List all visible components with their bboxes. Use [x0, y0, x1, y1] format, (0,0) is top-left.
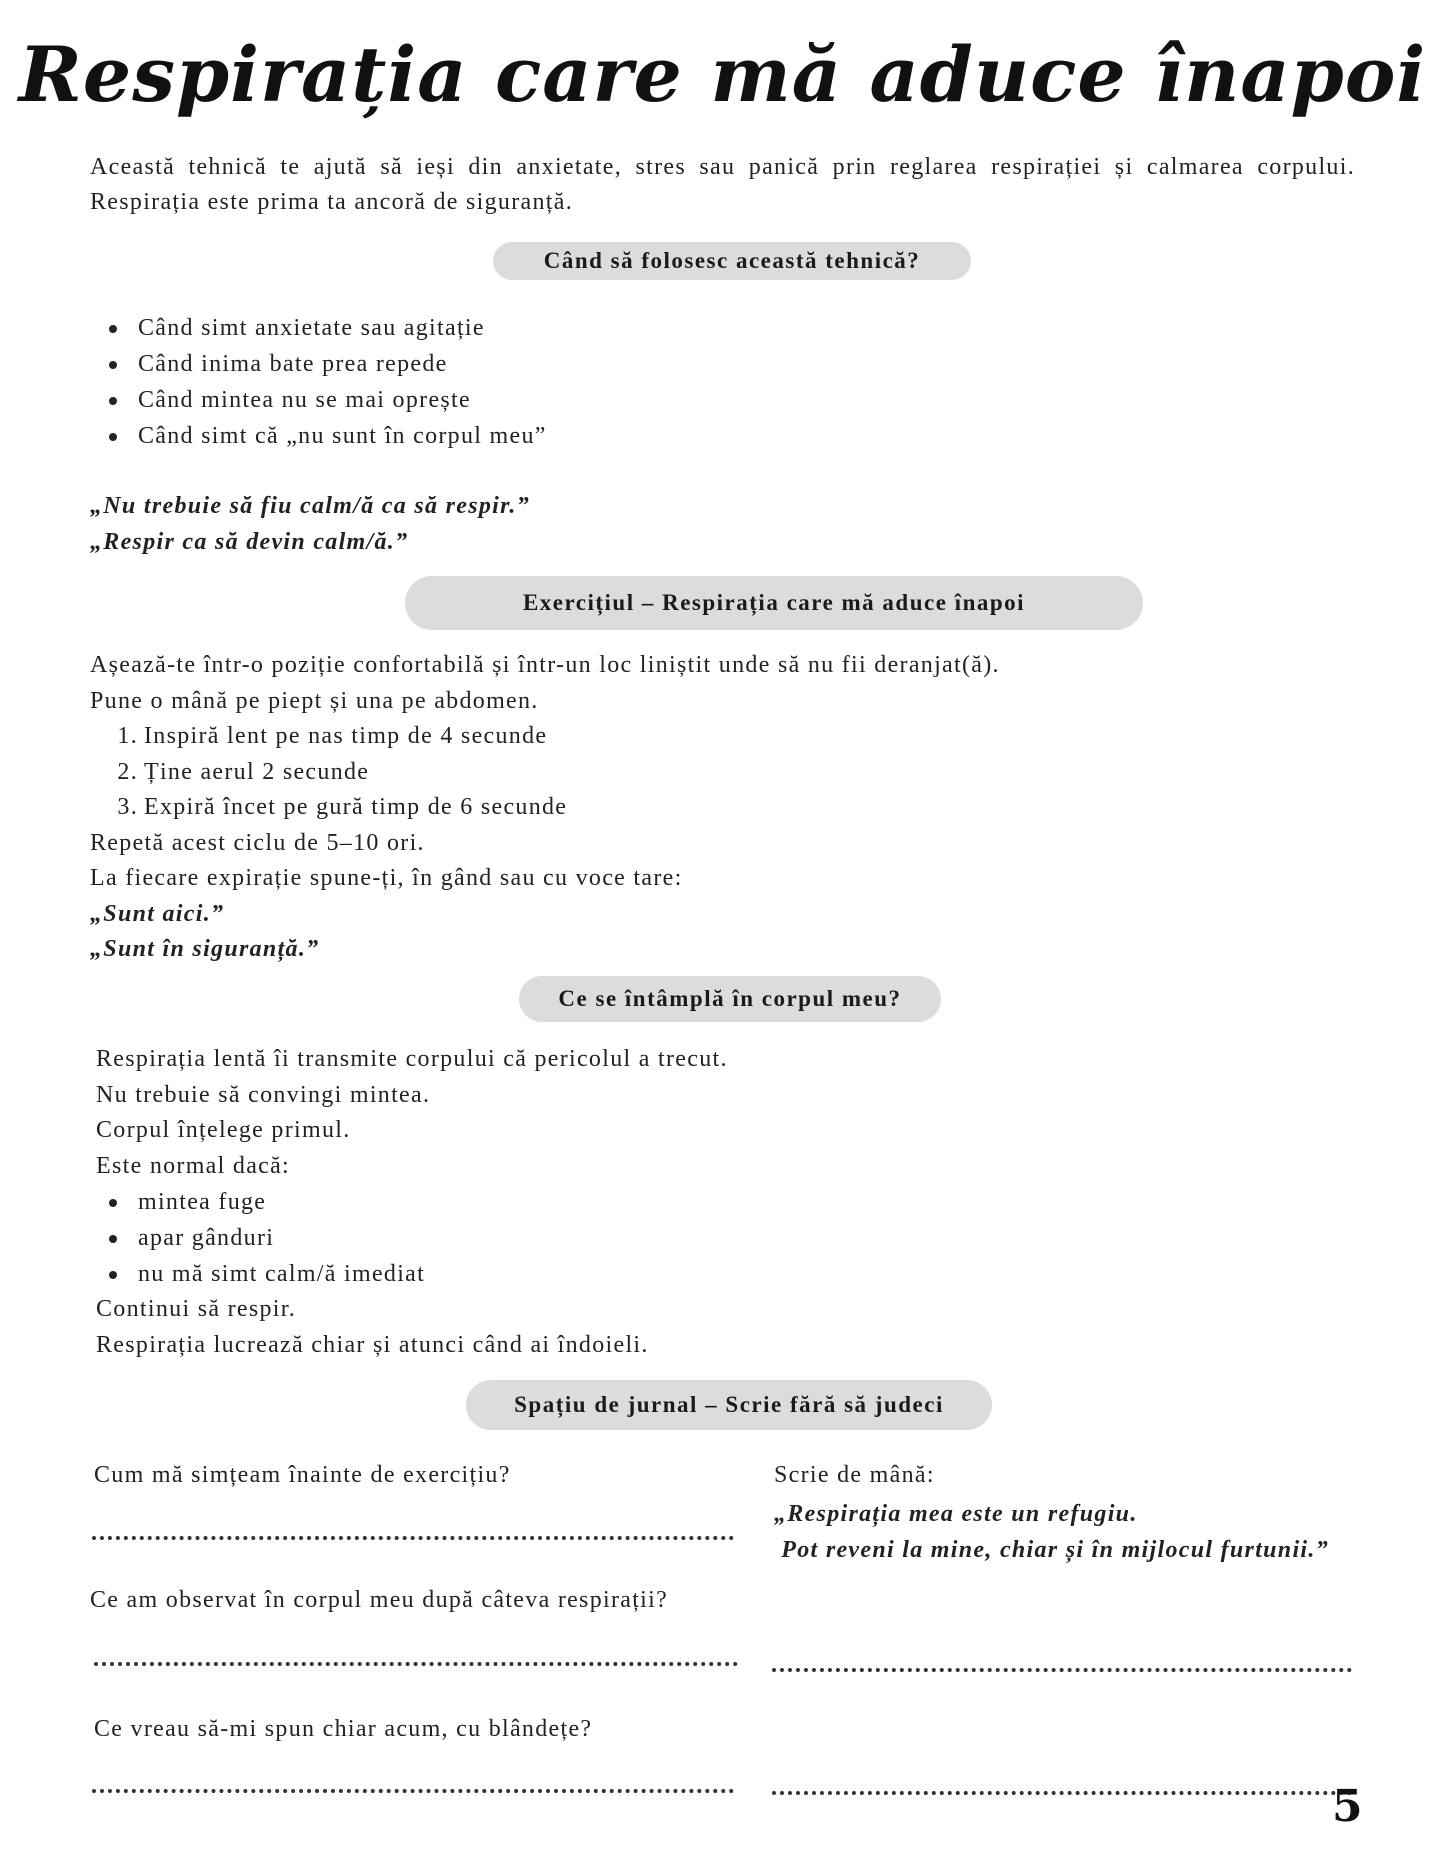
list-item: Când inima bate prea repede [90, 346, 547, 382]
list-item: Când simt că „nu sunt în corpul meu” [90, 418, 547, 454]
exercise-line: Pune o mână pe piept și una pe abdomen. [90, 687, 539, 714]
list-item: nu mă simt calm/ă imediat [90, 1256, 728, 1292]
exercise-line: Repetă acest ciclu de 5–10 ori. [90, 829, 425, 856]
body-line: Respirația lentă îi transmite corpului că pericolul a trecut. [96, 1046, 728, 1072]
exercise-quote: „Sunt aici.” [90, 900, 225, 927]
step-number: 2. [117, 758, 138, 785]
exercise-line: Așează-te într-o poziție confortabilă și într-un loc liniștit unde să nu fii deranjat(ă). [90, 652, 1000, 678]
body-line: Continui să respir. [96, 1296, 297, 1322]
when-list [90, 310, 547, 454]
page-title: Respirația care mă aduce înapoi [18, 30, 1427, 119]
list-item: Când mintea nu se mai oprește [90, 382, 547, 418]
body-line: Corpul înțelege primul. [96, 1117, 351, 1143]
body-line: Respirația lucrează chiar și atunci când ai îndoieli. [96, 1331, 649, 1358]
handwrite-quote [774, 1496, 1329, 1568]
step-text: Inspiră lent pe nas timp de 4 secunde [144, 723, 548, 749]
exercise-instructions [90, 648, 1000, 968]
affirmation-quote [90, 488, 530, 560]
section-heading-when: Când să folosesc această tehnică? [493, 242, 971, 280]
step-item [90, 790, 1000, 826]
section-heading-body: Ce se întâmplă în corpul meu? [519, 976, 941, 1022]
affirmation-line: „Respir ca să devin calm/ă.” [90, 529, 409, 555]
section-heading-exercise: Exercițiul – Respirația care mă aduce înapoi [405, 576, 1143, 630]
step-number: 3. [117, 794, 138, 820]
journal-question: Ce am observat în corpul meu după câteva respirații? [90, 1587, 669, 1613]
section-heading-journal: Spațiu de jurnal – Scrie fără să judeci [466, 1380, 992, 1430]
step-text: Expiră încet pe gură timp de 6 secunde [144, 794, 568, 820]
step-item [90, 719, 1000, 755]
exercise-line: La fiecare expirație spune-ți, în gând sau cu voce tare: [90, 865, 683, 891]
writing-line[interactable] [772, 1668, 1352, 1672]
step-text: Ține aerul 2 secunde [144, 758, 370, 785]
writing-line[interactable] [92, 1789, 734, 1793]
handwrite-line: „Respirația mea este un refugiu. [774, 1501, 1138, 1527]
body-line: Nu trebuie să convingi mintea. [96, 1081, 431, 1108]
page-number: 5 [1332, 1781, 1364, 1832]
affirmation-line: „Nu trebuie să fiu calm/ă ca să respir.” [90, 493, 531, 519]
handwrite-line: Pot reveni la mine, chiar și în mijlocul furtunii.” [774, 1537, 1329, 1563]
body-line: Este normal dacă: [96, 1152, 291, 1179]
step-number: 1. [117, 723, 138, 749]
writing-line[interactable] [92, 1536, 734, 1540]
exercise-steps [90, 719, 1000, 826]
writing-line[interactable] [772, 1791, 1352, 1795]
body-section-text [96, 1042, 728, 1363]
normal-list [90, 1184, 728, 1292]
journal-question: Ce vreau să-mi spun chiar acum, cu blândețe? [94, 1716, 593, 1742]
exercise-quote: „Sunt în siguranță.” [90, 936, 320, 962]
list-item: mintea fuge [90, 1184, 728, 1220]
step-item [90, 755, 1000, 791]
handwrite-label: Scrie de mână: [774, 1462, 935, 1488]
list-item: apar gânduri [90, 1220, 728, 1256]
writing-line[interactable] [94, 1662, 738, 1666]
intro-paragraph: Această tehnică te ajută să ieși din anxietate, stres sau panică prin reglarea respirației și calmarea corpului. Respirația este prima ta ancoră de siguranță. [90, 154, 1355, 215]
list-item: Când simt anxietate sau agitație [90, 310, 547, 346]
journal-question: Cum mă simțeam înainte de exercițiu? [94, 1462, 511, 1488]
